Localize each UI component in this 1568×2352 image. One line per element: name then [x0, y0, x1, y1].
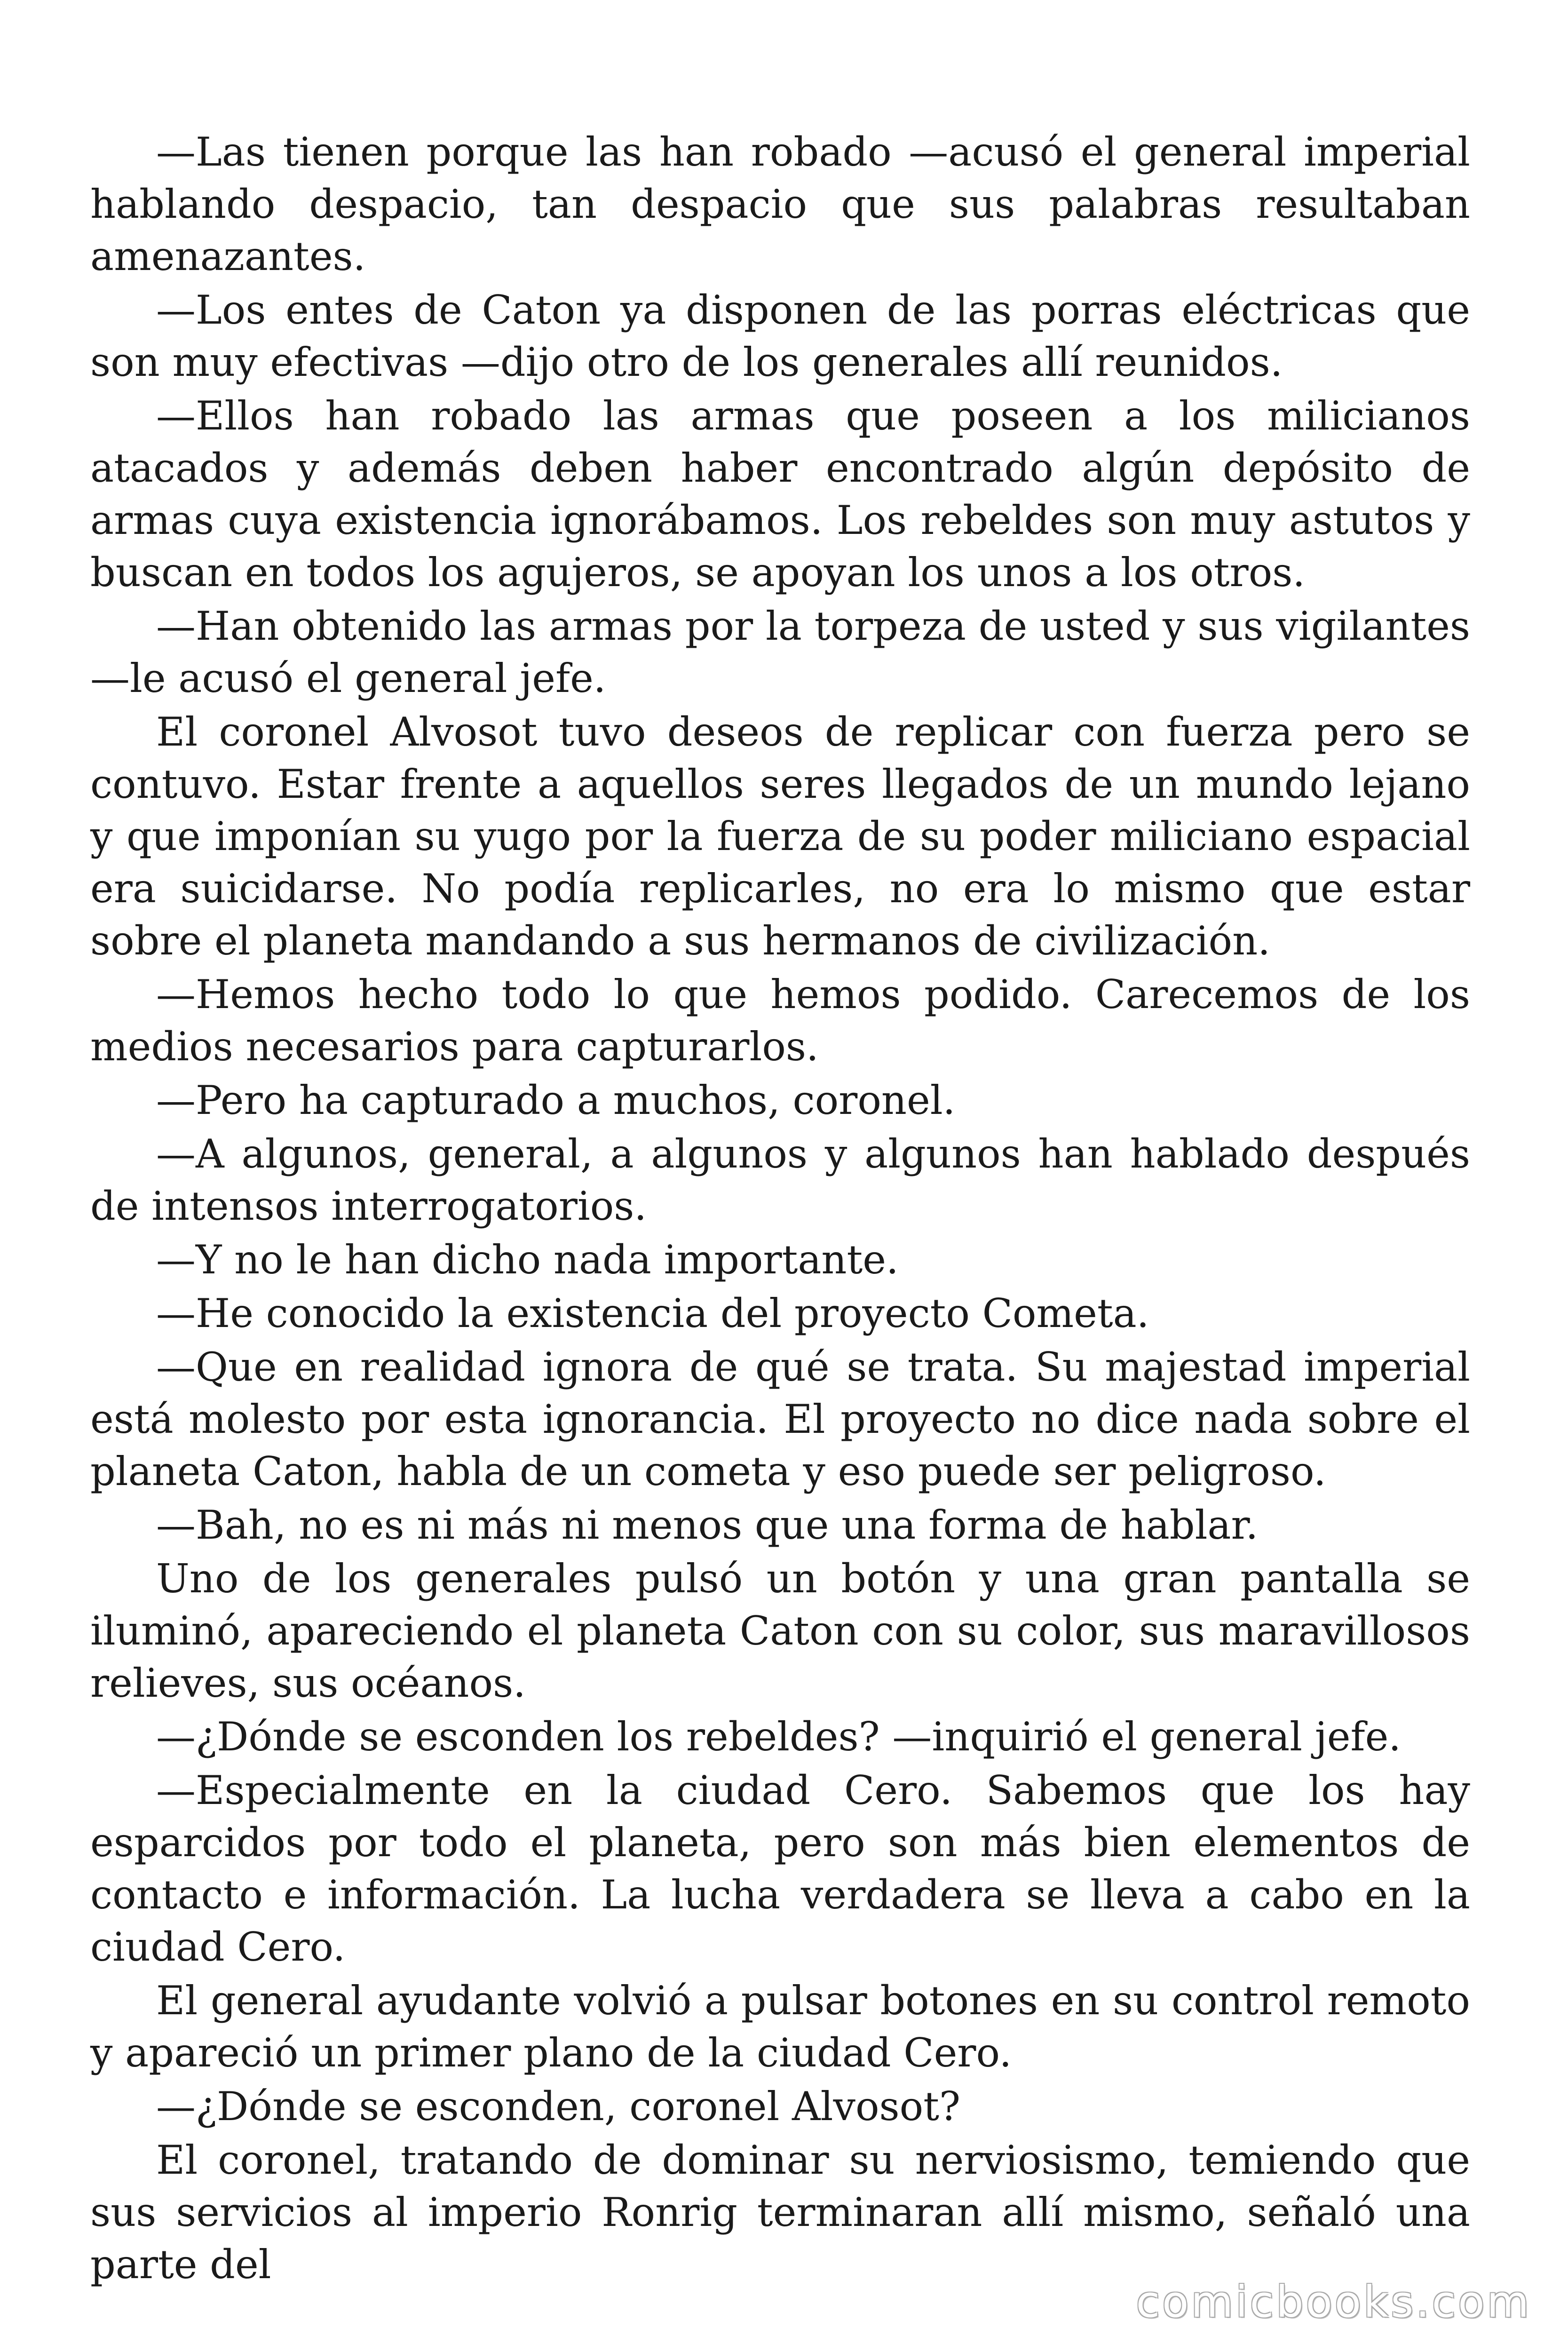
- paragraph: —Han obtenido las armas por la torpeza de usted y sus vigilantes —le acusó el general jefe.: [90, 603, 1470, 701]
- paragraph: —Bah, no es ni más ni menos que una forma de hablar.: [156, 1502, 1259, 1548]
- paragraph: —A algunos, general, a algunos y algunos han hablado después de intensos interrogatorios.: [90, 1131, 1470, 1229]
- paragraph: El coronel Alvosot tuvo deseos de replicar con fuerza pero se contuvo. Estar frente a aquellos seres llegados de un mundo lejano y que imponían su yugo por la fuerza de su poder miliciano espacial era suicidarse. No podía replicarles, no era lo mismo que estar sobre el planeta mandando a sus hermanos de civilización.: [90, 709, 1470, 964]
- paragraph: —¿Dónde se esconden los rebeldes? —inquirió el general jefe.: [156, 1714, 1401, 1760]
- paragraph: —Pero ha capturado a muchos, coronel.: [156, 1077, 956, 1123]
- paragraph: Uno de los generales pulsó un botón y una gran pantalla se iluminó, apareciendo el planeta Caton con su color, sus maravillosos relieves, sus océanos.: [90, 1556, 1470, 1706]
- paragraph: —He conocido la existencia del proyecto Cometa.: [156, 1290, 1149, 1336]
- paragraph: —Que en realidad ignora de qué se trata. Su majestad imperial está molesto por esta ignorancia. El proyecto no dice nada sobre el planeta Caton, habla de un cometa y eso puede ser peligroso.: [90, 1344, 1470, 1494]
- paragraph: —Las tienen porque las han robado —acusó el general imperial hablando despacio, tan despacio que sus palabras resultaban amenazantes.: [90, 129, 1470, 279]
- paragraph: —Hemos hecho todo lo que hemos podido. Carecemos de los medios necesarios para capturarlos.: [90, 971, 1470, 1070]
- watermark: comicbooks.com: [1136, 2277, 1531, 2327]
- paragraph: —¿Dónde se esconden, coronel Alvosot?: [156, 2083, 961, 2130]
- paragraph: —Ellos han robado las armas que poseen a los milicianos atacados y además deben haber encontrado algún depósito de armas cuya existencia ignorábamos. Los rebeldes son muy astutos y buscan en todos los agujeros, se apoyan los unos a los otros.: [90, 393, 1470, 596]
- paragraph: —Y no le han dicho nada importante.: [156, 1237, 899, 1283]
- body-text: [90, 126, 1470, 2292]
- paragraph: El general ayudante volvió a pulsar botones en su control remoto y apareció un primer plano de la ciudad Cero.: [90, 1978, 1470, 2076]
- paragraph: —Especialmente en la ciudad Cero. Sabemos que los hay esparcidos por todo el planeta, pero son más bien elementos de contacto e información. La lucha verdadera se lleva a cabo en la ciudad Cero.: [90, 1767, 1470, 1970]
- paragraph: El coronel, tratando de dominar su nerviosismo, temiendo que sus servicios al imperio Ronrig terminaran allí mismo, señaló una parte del: [90, 2137, 1470, 2288]
- paragraph: —Los entes de Caton ya disponen de las porras eléctricas que son muy efectivas —dijo otro de los generales allí reunidos.: [90, 287, 1470, 385]
